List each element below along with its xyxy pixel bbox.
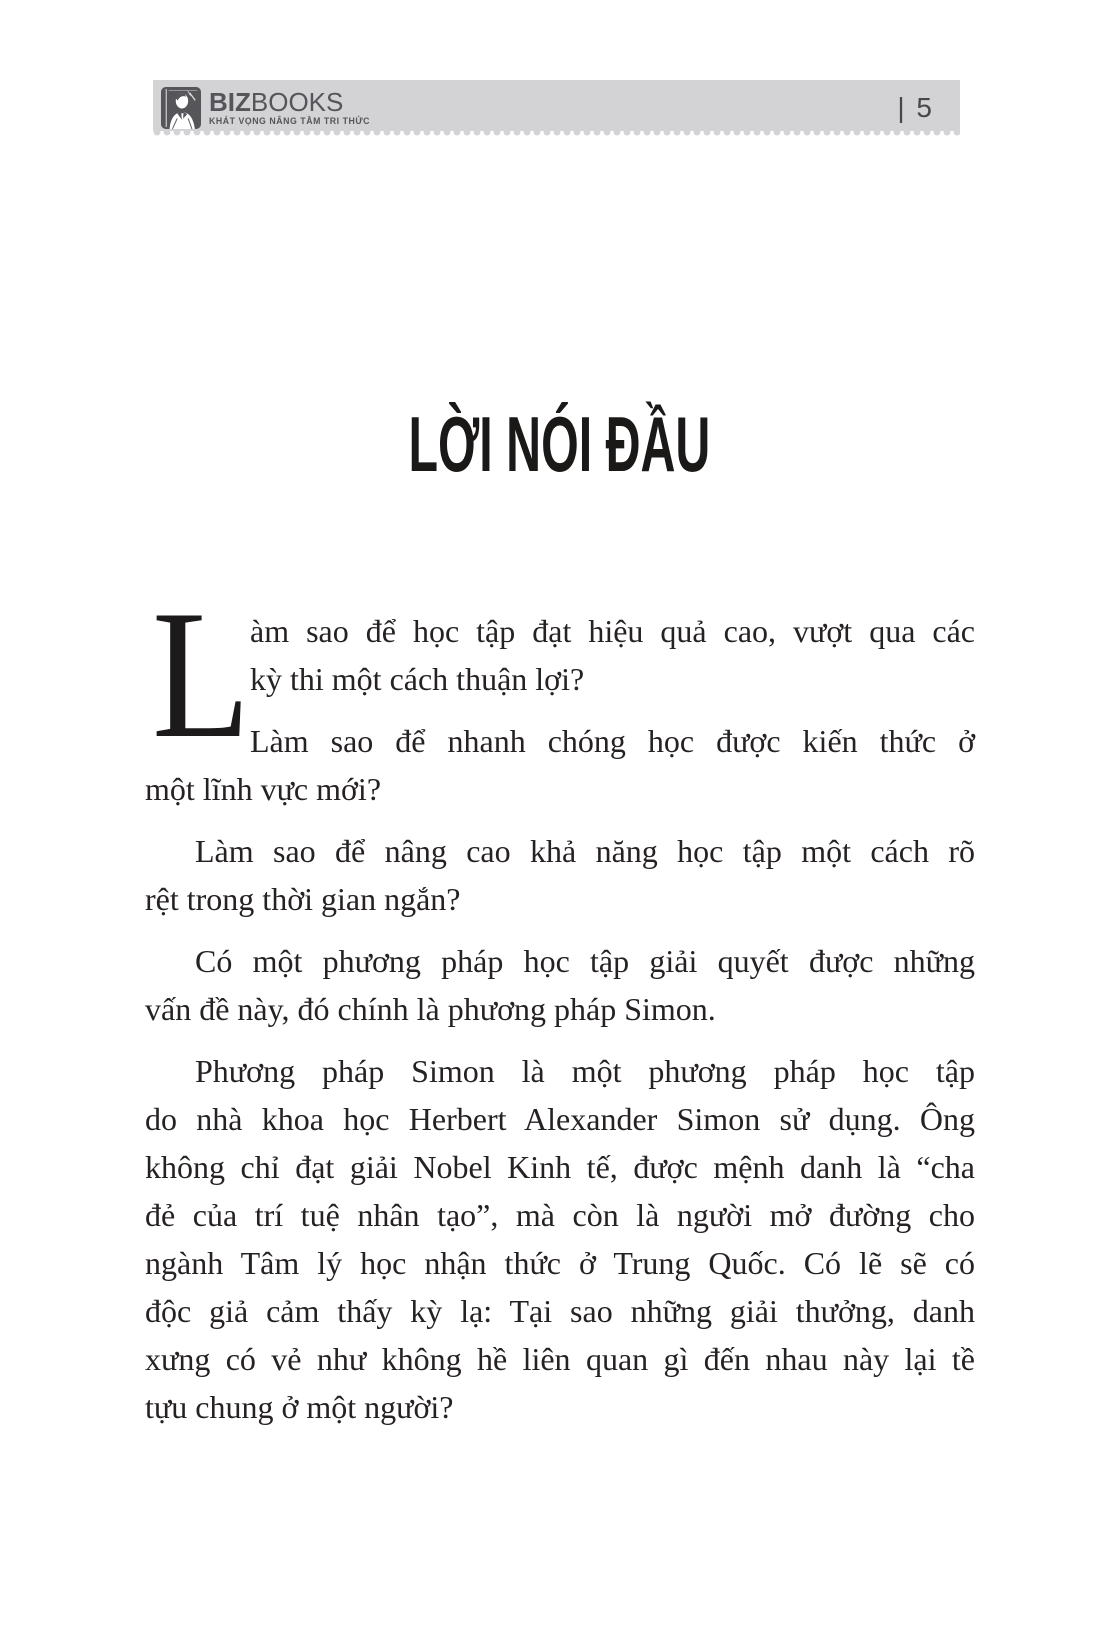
chapter-title: LỜI NÓI ĐẦU xyxy=(408,400,711,488)
text-line: tựu chung ở một người? xyxy=(145,1389,454,1425)
text-line: do nhà khoa học Herbert Alexander Simon sử dụng. Ông xyxy=(145,1101,975,1137)
text-line: không chỉ đạt giải Nobel Kinh tế, được mệnh danh là “cha xyxy=(145,1149,975,1185)
text-line: vấn đề này, đó chính là phương pháp Simon. xyxy=(145,991,716,1027)
text-line: Làm sao để nâng cao khả năng học tập một cách rõ xyxy=(195,833,975,869)
brand-books: BOOKS xyxy=(250,87,344,117)
brand-biz: BIZ xyxy=(209,87,251,117)
text-line: xưng có vẻ như không hề liên quan gì đến nhau này lại tề xyxy=(145,1341,975,1377)
text-line: đẻ của trí tuệ nhân tạo”, mà còn là người mở đường cho xyxy=(145,1197,975,1233)
body-text xyxy=(145,572,975,1431)
brand-block xyxy=(209,87,384,127)
text-line: kỳ thi một cách thuận lợi? xyxy=(250,661,585,697)
paragraph xyxy=(145,717,975,813)
paragraph xyxy=(145,607,975,703)
header-banner xyxy=(153,80,960,131)
gentleman-book-logo-icon xyxy=(161,86,201,130)
paragraph xyxy=(145,937,975,1033)
bizbooks-logo xyxy=(161,81,384,130)
text-line: àm sao để học tập đạt hiệu quả cao, vượt qua các xyxy=(250,613,975,649)
text-line: ngành Tâm lý học nhận thức ở Trung Quốc. Có lẽ sẽ có xyxy=(145,1245,975,1281)
text-line: độc giả cảm thấy kỳ lạ: Tại sao những giải thưởng, danh xyxy=(145,1293,975,1329)
drop-cap: L xyxy=(152,572,251,776)
text-line: Phương pháp Simon là một phương pháp học tập xyxy=(195,1053,975,1089)
brand-name xyxy=(209,87,384,117)
text-line: một lĩnh vực mới? xyxy=(145,771,382,807)
page-number: | 5 xyxy=(897,91,934,123)
text-line: Có một phương pháp học tập giải quyết được những xyxy=(195,943,975,979)
paragraph xyxy=(145,827,975,923)
brand-tagline: KHÁT VỌNG NÂNG TẦM TRI THỨC xyxy=(209,116,371,127)
perforated-edge xyxy=(153,131,960,138)
paragraph xyxy=(145,1047,975,1431)
text-line: Làm sao để nhanh chóng học được kiến thức ở xyxy=(250,723,975,759)
text-line: rệt trong thời gian ngắn? xyxy=(145,881,461,917)
